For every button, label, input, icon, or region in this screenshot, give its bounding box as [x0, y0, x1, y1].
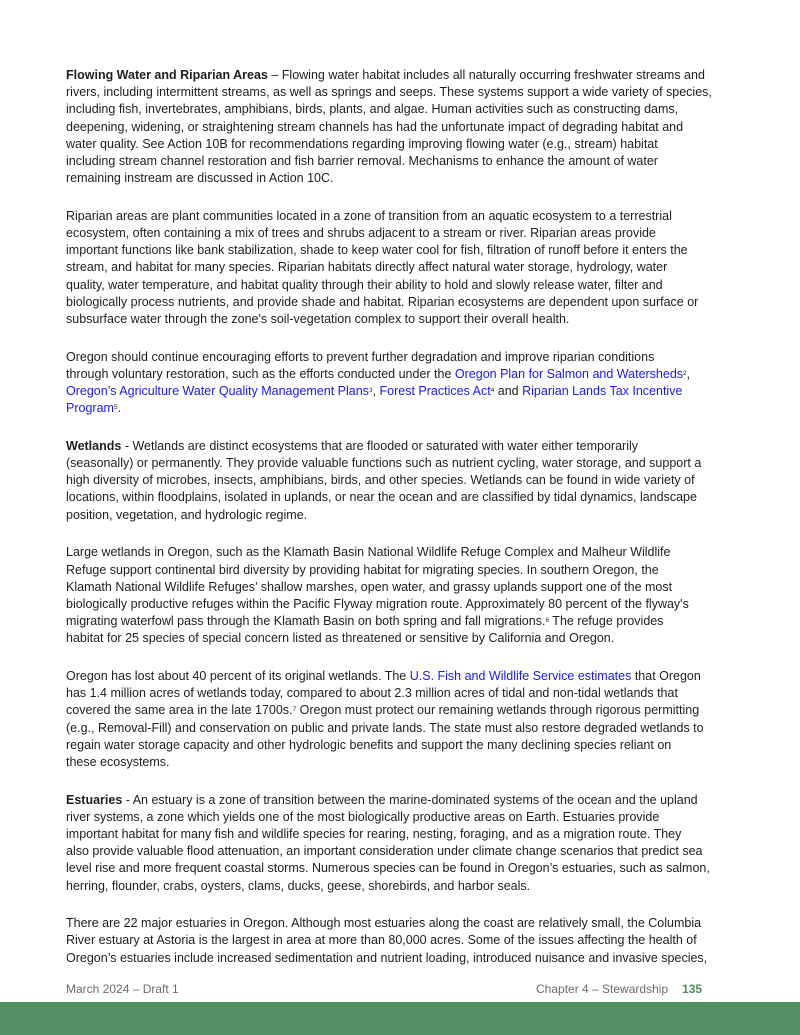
line: Oregon has lost about 40 percent of its original wetlands. The U.S. Fish and Wildlife Service estimates that Oregon — [66, 668, 701, 683]
page-body — [66, 67, 746, 987]
paragraph-riparian — [66, 208, 746, 328]
line: deepening, widening, or straightening stream channels has had the unfortunate impact of degrading habitat and — [66, 119, 684, 134]
line: Oregon’s Agriculture Water Quality Management Plans$^3$, Forest Practices Act$^4$ and Riparian Lands Tax Incentive — [66, 384, 683, 398]
line: Klamath National Wildlife Refuges’ shallow marshes, open water, and grassy uplands support one of the most — [66, 579, 673, 594]
line: (seasonally) or permanently. They provide valuable functions such as nutrient cycling, water storage, and support a — [66, 456, 702, 471]
paragraph-large-wetlands — [66, 544, 746, 647]
paragraph-estuaries — [66, 792, 746, 895]
line: including fish, invertebrates, amphibians, birds, plants, and algae. Human activities such as constructing dams, — [66, 102, 679, 117]
footer-band — [0, 1002, 800, 1035]
line: Flowing Water and Riparian Areas – Flowing water habitat includes all naturally occurring freshwater streams and — [66, 68, 705, 82]
footer-chapter — [536, 982, 702, 996]
line: rivers, including intermittent streams, as well as springs and seeps. These systems support a wide variety of species, — [66, 85, 712, 100]
line: Program$^5$. — [66, 401, 122, 416]
line: stream, and habitat for many species. Riparian habitats directly affect natural water storage, hydrology, water — [66, 260, 668, 275]
line: Riparian areas are plant communities located in a zone of transition from an aquatic ecosystem to a terrestrial — [66, 208, 672, 223]
line: covered the same area in the late 1700s.$^7$ Oregon must protect our remaining wetlands through rigorous permitting — [66, 703, 700, 718]
paragraph-lost-wetlands — [66, 668, 746, 771]
line: Wetlands - Wetlands are distinct ecosystems that are flooded or saturated with water either temporarily — [66, 438, 639, 453]
paragraph-oregon-efforts — [66, 349, 746, 418]
line: biologically process nutrients, and provide shade and habitat. Riparian ecosystems are dependent upon surface or — [66, 294, 699, 309]
line: important functions like bank stabilization, shade to keep water cool for fish, filtration of runoff before it enters the — [66, 243, 688, 258]
line: Refuge support continental bird diversity by providing habitat for migrating species. In southern Oregon, the — [66, 562, 659, 577]
footnote-ref[interactable]: 3 — [368, 387, 373, 394]
line: regain water storage capacity and other hydrologic benefits and support the many declining species reliant on — [66, 737, 672, 752]
line: ecosystem, often containing a mix of trees and shrubs adjacent to a stream or river. Riparian areas provide — [66, 226, 656, 240]
line: biologically productive refuges within the Pacific Flyway migration route. Approximately 80 percent of the flyway's — [66, 596, 689, 611]
link-usfws-estimates[interactable]: U.S. Fish and Wildlife Service estimates — [409, 668, 632, 683]
line: position, vegetation, and hydrologic regime. — [66, 507, 308, 522]
line: remaining instream are discussed in Action 10C. — [66, 171, 334, 186]
line: River estuary at Astoria is the largest in area at more than 80,000 acres. Some of the issues affecting the health of — [66, 933, 697, 948]
line: these ecosystems. — [66, 754, 170, 769]
line: herring, flounder, crabs, oysters, clams, ducks, geese, shorebirds, and harbor seals. — [66, 878, 531, 893]
line: through voluntary restoration, such as the efforts conducted under the Oregon Plan for Salmon and Watersheds$^2$, — [66, 366, 691, 381]
footnote-ref[interactable]: 4 — [490, 387, 495, 394]
heading-flowing-water: Flowing Water and Riparian Areas — [66, 68, 268, 82]
line: level rise and more frequent coastal storms. Numerous species can be found in Oregon’s estuaries, such as salmon, — [66, 861, 710, 876]
line: important habitat for many fish and wildlife species for rearing, nesting, foraging, and as a migration route. They — [66, 826, 682, 841]
line: including stream channel restoration and fish barrier removal. Mechanisms to enhance the amount of water — [66, 153, 658, 168]
link-forest-practices-act[interactable]: Forest Practices Act — [379, 384, 491, 398]
footer-date: March 2024 – Draft 1 — [66, 982, 179, 996]
line: water quality. See Action 10B for recommendations regarding improving flowing water (e.g., stream) habitat — [66, 136, 658, 151]
line: river systems, a zone which yields one of the most biologically productive areas on Earth. Estuaries provide — [66, 809, 660, 824]
line: locations, within floodplains, isolated in uplands, or near the ocean and are classified by tidal dynamics, landscape — [66, 490, 697, 505]
link-oregon-plan-salmon[interactable]: Oregon Plan for Salmon and Watersheds — [454, 366, 684, 381]
line: quality, water temperature, and habitat quality through their ability to hold and slowly release water, filter and — [66, 277, 663, 292]
footnote-ref[interactable]: 5 — [113, 404, 118, 412]
link-riparian-tax-incentive[interactable]: Riparian Lands Tax Incentive — [522, 384, 683, 398]
paragraph-major-estuaries — [66, 915, 746, 967]
footnote-ref[interactable]: 6 — [545, 617, 550, 625]
heading-estuaries: Estuaries — [66, 792, 123, 807]
link-agriculture-water-quality[interactable]: Oregon’s Agriculture Water Quality Management Plans — [66, 384, 369, 398]
line: (e.g., Removal-Fill) and conservation on public and private lands. The state must also restore degraded wetlands to — [66, 720, 704, 735]
line: subsurface water through the zone's soil-vegetation complex to support their overall health. — [66, 311, 570, 326]
line: also provide valuable flood attenuation, an important consideration under climate change scenarios that predict sea — [66, 844, 703, 859]
link-riparian-tax-incentive-cont[interactable]: Program — [66, 401, 114, 416]
line: migrating waterfowl pass through the Klamath Basin on both spring and fall migrations.$^6$ The refuge provides — [66, 614, 664, 629]
footnote-ref[interactable]: 2 — [683, 369, 687, 377]
line: high diversity of microbes, insects, amphibians, birds, and other species. Wetlands can be found in wide variety of — [66, 473, 695, 488]
line: Oregon should continue encouraging efforts to prevent further degradation and improve riparian conditions — [66, 349, 655, 364]
line: habitat for 25 species of special concern listed as threatened or sensitive by California and Oregon. — [66, 631, 615, 646]
line: has 1.4 million acres of wetlands today, compared to about 2.3 million acres of tidal and non-tidal wetlands that — [66, 686, 678, 701]
heading-wetlands: Wetlands — [66, 438, 122, 453]
line: There are 22 major estuaries in Oregon. Although most estuaries along the coast are relatively small, the Columbia — [66, 916, 702, 931]
line: Estuaries - An estuary is a zone of transition between the marine-dominated systems of the ocean and the upland — [66, 792, 698, 807]
footer-chapter-label: Chapter 4 – Stewardship — [536, 982, 669, 996]
page-number: 135 — [682, 982, 703, 996]
line: Large wetlands in Oregon, such as the Klamath Basin National Wildlife Refuge Complex and Malheur Wildlife — [66, 545, 671, 560]
footnote-ref[interactable]: 7 — [292, 706, 297, 714]
paragraph-flowing-water — [66, 67, 746, 187]
line: Oregon’s estuaries include increased sedimentation and nutrient loading, introduced nuisance and invasive species, — [66, 950, 708, 965]
paragraph-wetlands — [66, 438, 746, 524]
